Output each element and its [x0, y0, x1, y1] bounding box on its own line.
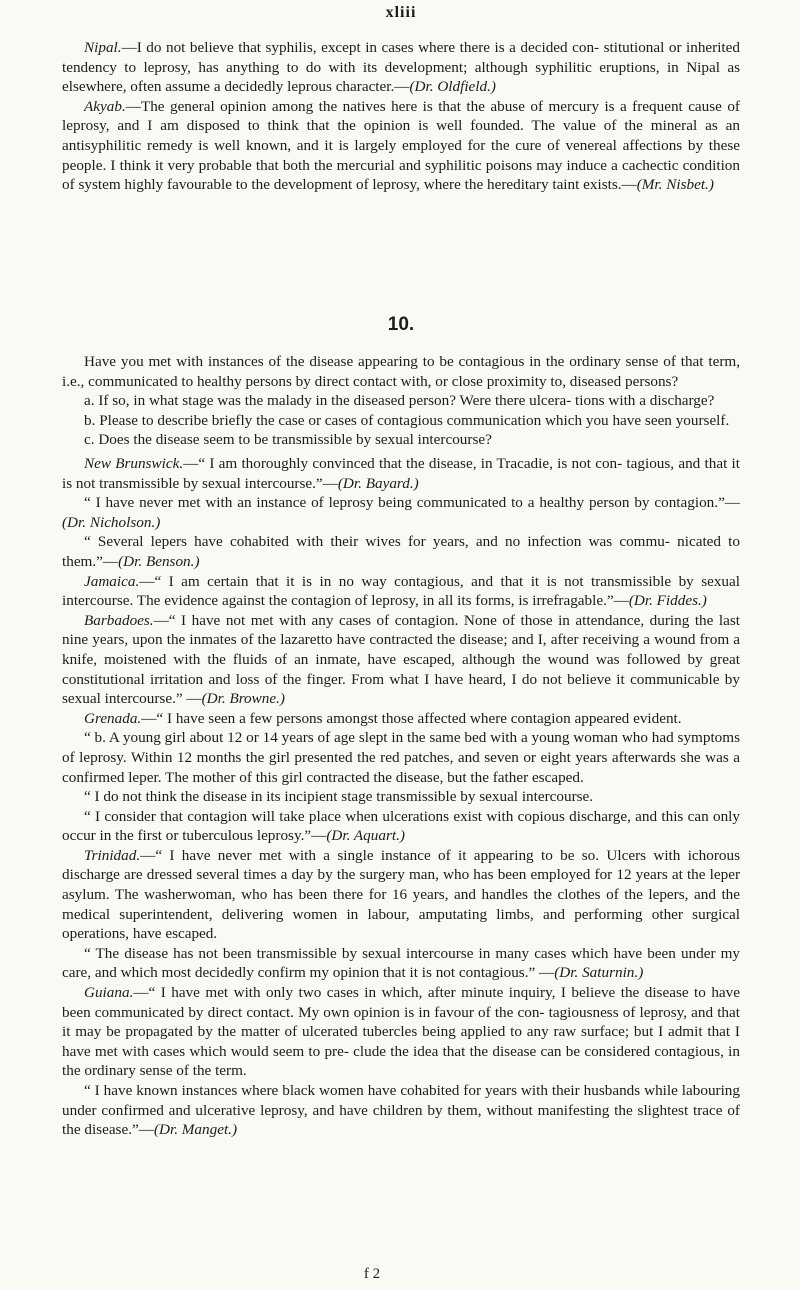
answer-paragraph	[62, 611, 740, 709]
answer-paragraph	[62, 1081, 740, 1140]
answer-paragraph	[62, 787, 740, 807]
answer-paragraph	[62, 807, 740, 846]
place-name: Jamaica.	[84, 572, 140, 590]
answer-paragraph	[62, 454, 740, 493]
paragraph-text: “ I consider that contagion will take place when ulcerations exist with copious discharge, and this can only occur in the first or tuberculous leprosy.”—	[62, 807, 740, 845]
answer-paragraph	[62, 709, 740, 729]
answers-section	[62, 454, 740, 1140]
author-citation: (Dr. Benson.)	[118, 552, 200, 570]
question-a: a. If so, in what stage was the malady in the diseased person? Were there ulcera- tions with a discharge?	[84, 392, 715, 410]
paragraph-text: “ The disease has not been transmissible by sexual intercourse in many cases which have been under my care, and which most decidedly confirm my opinion that it is not contagious.” —	[62, 944, 740, 982]
paragraph-text: —“ I have never met with a single instance of it appearing to be so. Ulcers with ichorous discharge are dressed several times a day by the surgery man, who has been employed for 12 years at the leper asylum. The washerwoman, who has been there for 16 years, and handles the clothes of the lepers, and the medical superintendent, delivering women in labour, amputating limbs, and performing other surgical operations, have escaped.	[62, 846, 740, 943]
author-citation: (Dr. Oldfield.)	[409, 78, 496, 96]
paragraph-text: —“ I have met with only two cases in which, after minute inquiry, I believe the disease to have been communicated by direct contact. My own opinion is in favour of the con- tagiousness of leprosy, and that it may be propagated by the matter of ulcerated tubercles being applied to any raw surface; but I admit that I have met with cases which would seem to pre- clude the idea that the disease can be considered contagious, in the ordinary sense of the term.	[62, 984, 740, 1080]
place-name: Nipal.	[84, 39, 122, 56]
paragraph-text: —“ I am certain that it is in no way contagious, and that it is not transmissible by sexual intercourse. The evidence against the contagion of leprosy, in all its forms, is irrefragable.”—	[62, 572, 740, 610]
author-citation: (Dr. Browne.)	[201, 690, 285, 708]
paragraph-text: —“ I am thoroughly convinced that the disease, in Tracadie, is not con- tagious, and that it is not transmissible by sexual intercourse.”—	[62, 455, 740, 492]
place-name: Trinidad.	[84, 846, 141, 864]
question-text: Have you met with instances of the disease appearing to be contagious in the ordinary sense of that term, i.e., communicated to healthy persons by direct contact with, or close proximity to, diseased persons?	[62, 353, 740, 390]
author-citation: (Dr. Bayard.)	[337, 474, 419, 492]
place-name: Akyab.	[84, 97, 126, 115]
answer-paragraph	[62, 944, 740, 983]
paragraph-text: “ b. A young girl about 12 or 14 years of age slept in the same bed with a young woman who had symptoms of leprosy. Within 12 months the girl presented the red patches, and seven or eight years afterwards she was a confirmed leper. The mother of this girl contracted the disease, but the father escaped.	[62, 729, 740, 786]
author-citation: (Dr. Nicholson.)	[62, 513, 161, 531]
question-c: c. Does the disease seem to be transmissible by sexual intercourse?	[84, 431, 492, 449]
paragraph-text: “ I have never met with an instance of leprosy being communicated to a healthy person by contagion.”—	[84, 494, 740, 512]
answer-paragraph	[62, 846, 740, 944]
page-number: xliii	[385, 4, 417, 21]
place-name: Grenada.	[84, 709, 142, 727]
paragraph-akyab	[62, 97, 740, 195]
paragraph-text: —I do not believe that syphilis, except in cases where there is a decided con- stitutional or inherited tendency to leprosy, has anything to do with its development; although syphilitic eruptions, in Nipal as elsewhere, often assume a decidedly leprous character.—	[62, 39, 740, 96]
paragraph-text: “ I have known instances where black women have cohabited for years with their husbands while labouring under confirmed and ulcerative leprosy, and have children by them, without manifesting the slightest trace of the disease.”—	[62, 1082, 740, 1139]
answer-paragraph	[62, 493, 740, 532]
answer-paragraph	[62, 532, 740, 571]
paragraph-nipal	[62, 38, 740, 97]
section-heading: 10.	[387, 314, 415, 335]
place-name: New Brunswick.	[84, 455, 184, 472]
paragraph-text: —The general opinion among the natives here is that the abuse of mercury is a frequent cause of leprosy, and I am disposed to think that the opinion is well founded. The value of the mineral as an antisyphilitic remedy is well known, and it is largely employed for the cure of venereal affections by these people. I think it very probable that both the mercurial and syphilitic poisons may induce a cachectic condition of system highly favourable to the development of leprosy, where the hereditary taint exists.—	[62, 97, 740, 194]
paragraph-text: —“ I have seen a few persons amongst those affected where contagion appeared evident.	[141, 709, 682, 727]
question-b: b. Please to describe briefly the case or cases of contagious communication which you have seen yourself.	[84, 411, 730, 429]
paragraph-text: —“ I have not met with any cases of contagion. None of those in attendance, during the last nine years, upon the inmates of the lazaretto have contracted the disease; and I, after receiving a wound from a knife, moistened with the fluids of an inmate, have escaped, although the wound was followed by great constitutional irritation and loss of the finger. From what I have heard, I do not believe it communicable by sexual intercourse.” —	[62, 611, 740, 708]
author-citation: (Dr. Aquart.)	[326, 827, 405, 845]
author-citation: (Dr. Manget.)	[153, 1121, 238, 1139]
answer-paragraph	[62, 983, 740, 1081]
answer-paragraph	[62, 572, 740, 611]
answer-paragraph	[62, 728, 740, 787]
question-section	[62, 352, 740, 450]
signature-mark: f 2	[363, 1266, 381, 1282]
place-name: Barbadoes.	[84, 611, 154, 629]
author-citation: (Dr. Saturnin.)	[554, 964, 644, 982]
author-citation: (Mr. Nisbet.)	[636, 176, 714, 194]
paragraph-text: “ Several lepers have cohabited with their wives for years, and no infection was commu- nicated to them.”—	[62, 533, 740, 570]
author-citation: (Dr. Fiddes.)	[628, 592, 707, 610]
paragraph-text: “ I do not think the disease in its incipient stage transmissible by sexual intercourse.	[84, 788, 594, 806]
intro-section	[62, 38, 740, 195]
place-name: Guiana.	[84, 984, 134, 1002]
